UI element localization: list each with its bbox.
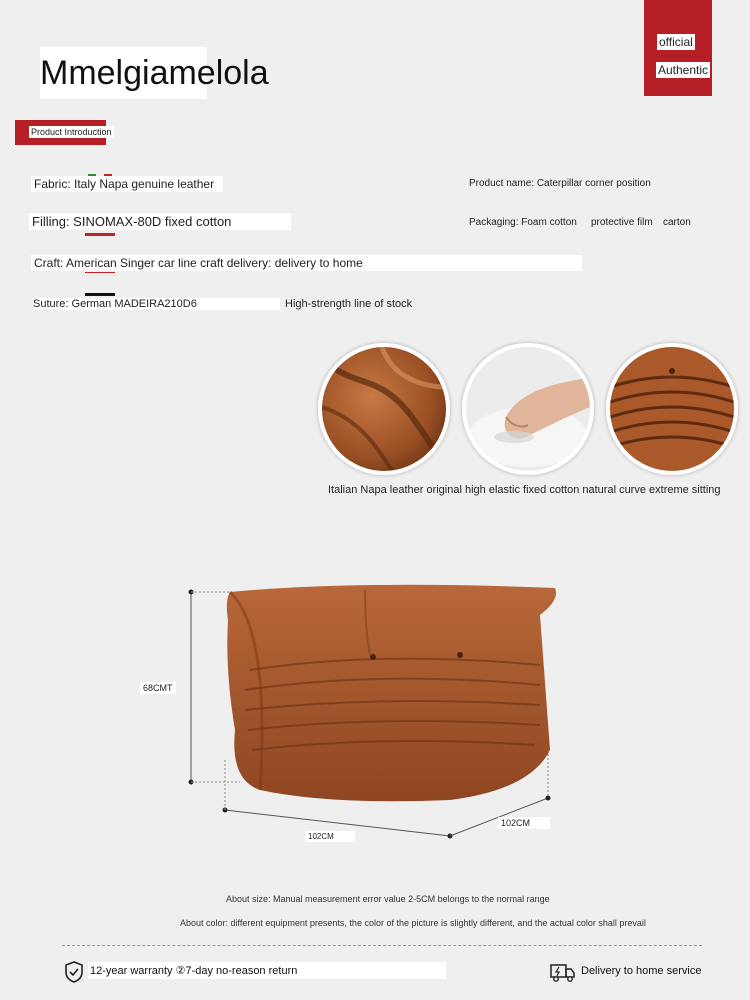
suture-overline — [85, 293, 115, 296]
feature-curve-detail — [606, 343, 738, 475]
sofa-illustration — [130, 570, 580, 850]
footer-warranty: 12-year warranty ②7-day no-reason return — [88, 962, 446, 979]
note-size: About size: Manual measurement error value 2-5CM belongs to the normal range — [226, 894, 550, 904]
spec-filling: Filling: SINOMAX-80D fixed cotton — [29, 213, 291, 230]
spec-craft: Craft: American Singer car line craft delivery: delivery to home — [31, 255, 582, 271]
spec-packaging-carton: carton — [663, 217, 691, 228]
spec-packaging-film: protective film — [591, 217, 653, 228]
note-color: About color: different equipment presents, the color of the picture is slightly different, and the actual color shall prevail — [180, 918, 646, 928]
feature-cotton-press — [462, 343, 594, 475]
spec-suture: Suture: German MADEIRA210D6 — [33, 298, 280, 310]
curve-detail-icon — [610, 347, 734, 471]
seal-line-authentic: Authentic — [658, 63, 709, 77]
dimension-width: 102CM — [305, 831, 355, 842]
feature-caption: Italian Napa leather original high elastic fixed cotton natural curve extreme sitting — [328, 484, 721, 496]
official-seal — [644, 0, 712, 96]
spec-product-name: Product name: Caterpillar corner position — [469, 178, 651, 189]
spec-packaging: Packaging: Foam cotton — [469, 217, 577, 228]
footer-divider — [62, 945, 702, 946]
product-introduction-tab — [15, 120, 112, 145]
product-introduction-label: Product Introduction — [31, 127, 112, 137]
delivery-truck-icon — [550, 961, 576, 983]
dimension-height: 68CMT — [140, 682, 176, 694]
spec-suture-extra: High-strength line of stock — [285, 298, 413, 310]
footer-delivery: Delivery to home service — [581, 965, 702, 977]
filling-underline — [85, 233, 115, 236]
spec-fabric: Fabric: Italy Napa genuine leather — [31, 176, 223, 192]
feature-leather-detail — [318, 343, 450, 475]
dimension-depth: 102CM — [498, 817, 550, 829]
leather-detail-icon — [322, 347, 446, 471]
brand-name: Mmelgiamelola — [40, 47, 207, 99]
cotton-press-icon — [466, 347, 590, 471]
seal-line-official: official — [659, 35, 693, 49]
craft-underline — [85, 272, 115, 273]
shield-icon — [64, 961, 84, 983]
